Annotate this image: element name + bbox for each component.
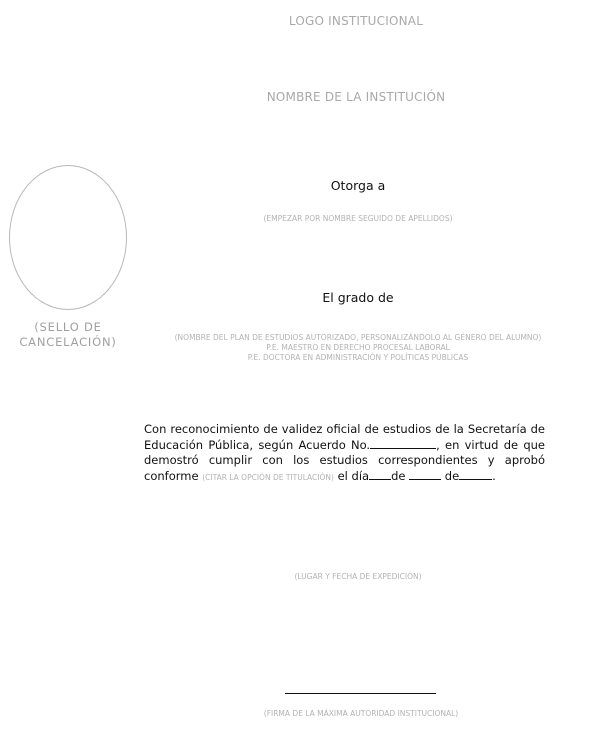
year-blank [459,469,492,480]
place-date-hint: (LUGAR Y FECHA DE EXPEDICIÓN) [294,572,422,581]
seal-label-line-2: CANCELACIÓN) [19,335,117,349]
validity-statement [144,422,545,485]
agreement-number-blank [370,438,436,449]
statement-of-label: de [391,468,410,483]
statement-day-label: el día [333,468,370,483]
day-blank [369,469,391,480]
statement-part-1: Con reconocimiento de validez oficial de estudios de la Secretaría de Educación Pública, según Acuerdo No. [144,422,545,452]
degree-heading: El grado de [322,290,394,305]
signature-hint: (FIRMA DE LA MÁXIMA AUTORIDAD INSTITUCIONAL) [263,709,459,718]
titling-option-hint: (CITAR LA OPCIÓN DE TITULACIÓN) [202,472,334,482]
grants-to-heading: Otorga a [330,178,386,193]
institution-name-placeholder: NOMBRE DE LA INSTITUCIÓN [266,90,446,104]
signature-line [285,693,436,694]
statement-period: . [492,468,496,483]
logo-placeholder: LOGO INSTITUCIONAL [288,14,424,28]
degree-plan-hint [0,333,590,363]
plan-hint-line: (NOMBRE DEL PLAN DE ESTUDIOS AUTORIZADO, PERSONALIZÁNDOLO AL GÉNERO DEL ALUMNO) [174,333,542,342]
statement-part-2: , en virtud de que demostró cumplir con los estudios correspondientes y aprobó conforme [144,437,545,483]
statement-of-label-2: de [441,468,460,483]
plan-example-doctor: P.E. DOCTORA EN ADMINISTRACIÓN Y POLÍTICAS PÚBLICAS [247,353,469,362]
month-blank [409,469,441,480]
seal-label-line-1: (SELLO DE [34,320,102,334]
recipient-name-hint: (EMPEZAR POR NOMBRE SEGUIDO DE APELLIDOS) [263,214,453,223]
plan-example-master: P.E. MAESTRO EN DERECHO PROCESAL LABORAL [266,343,450,352]
